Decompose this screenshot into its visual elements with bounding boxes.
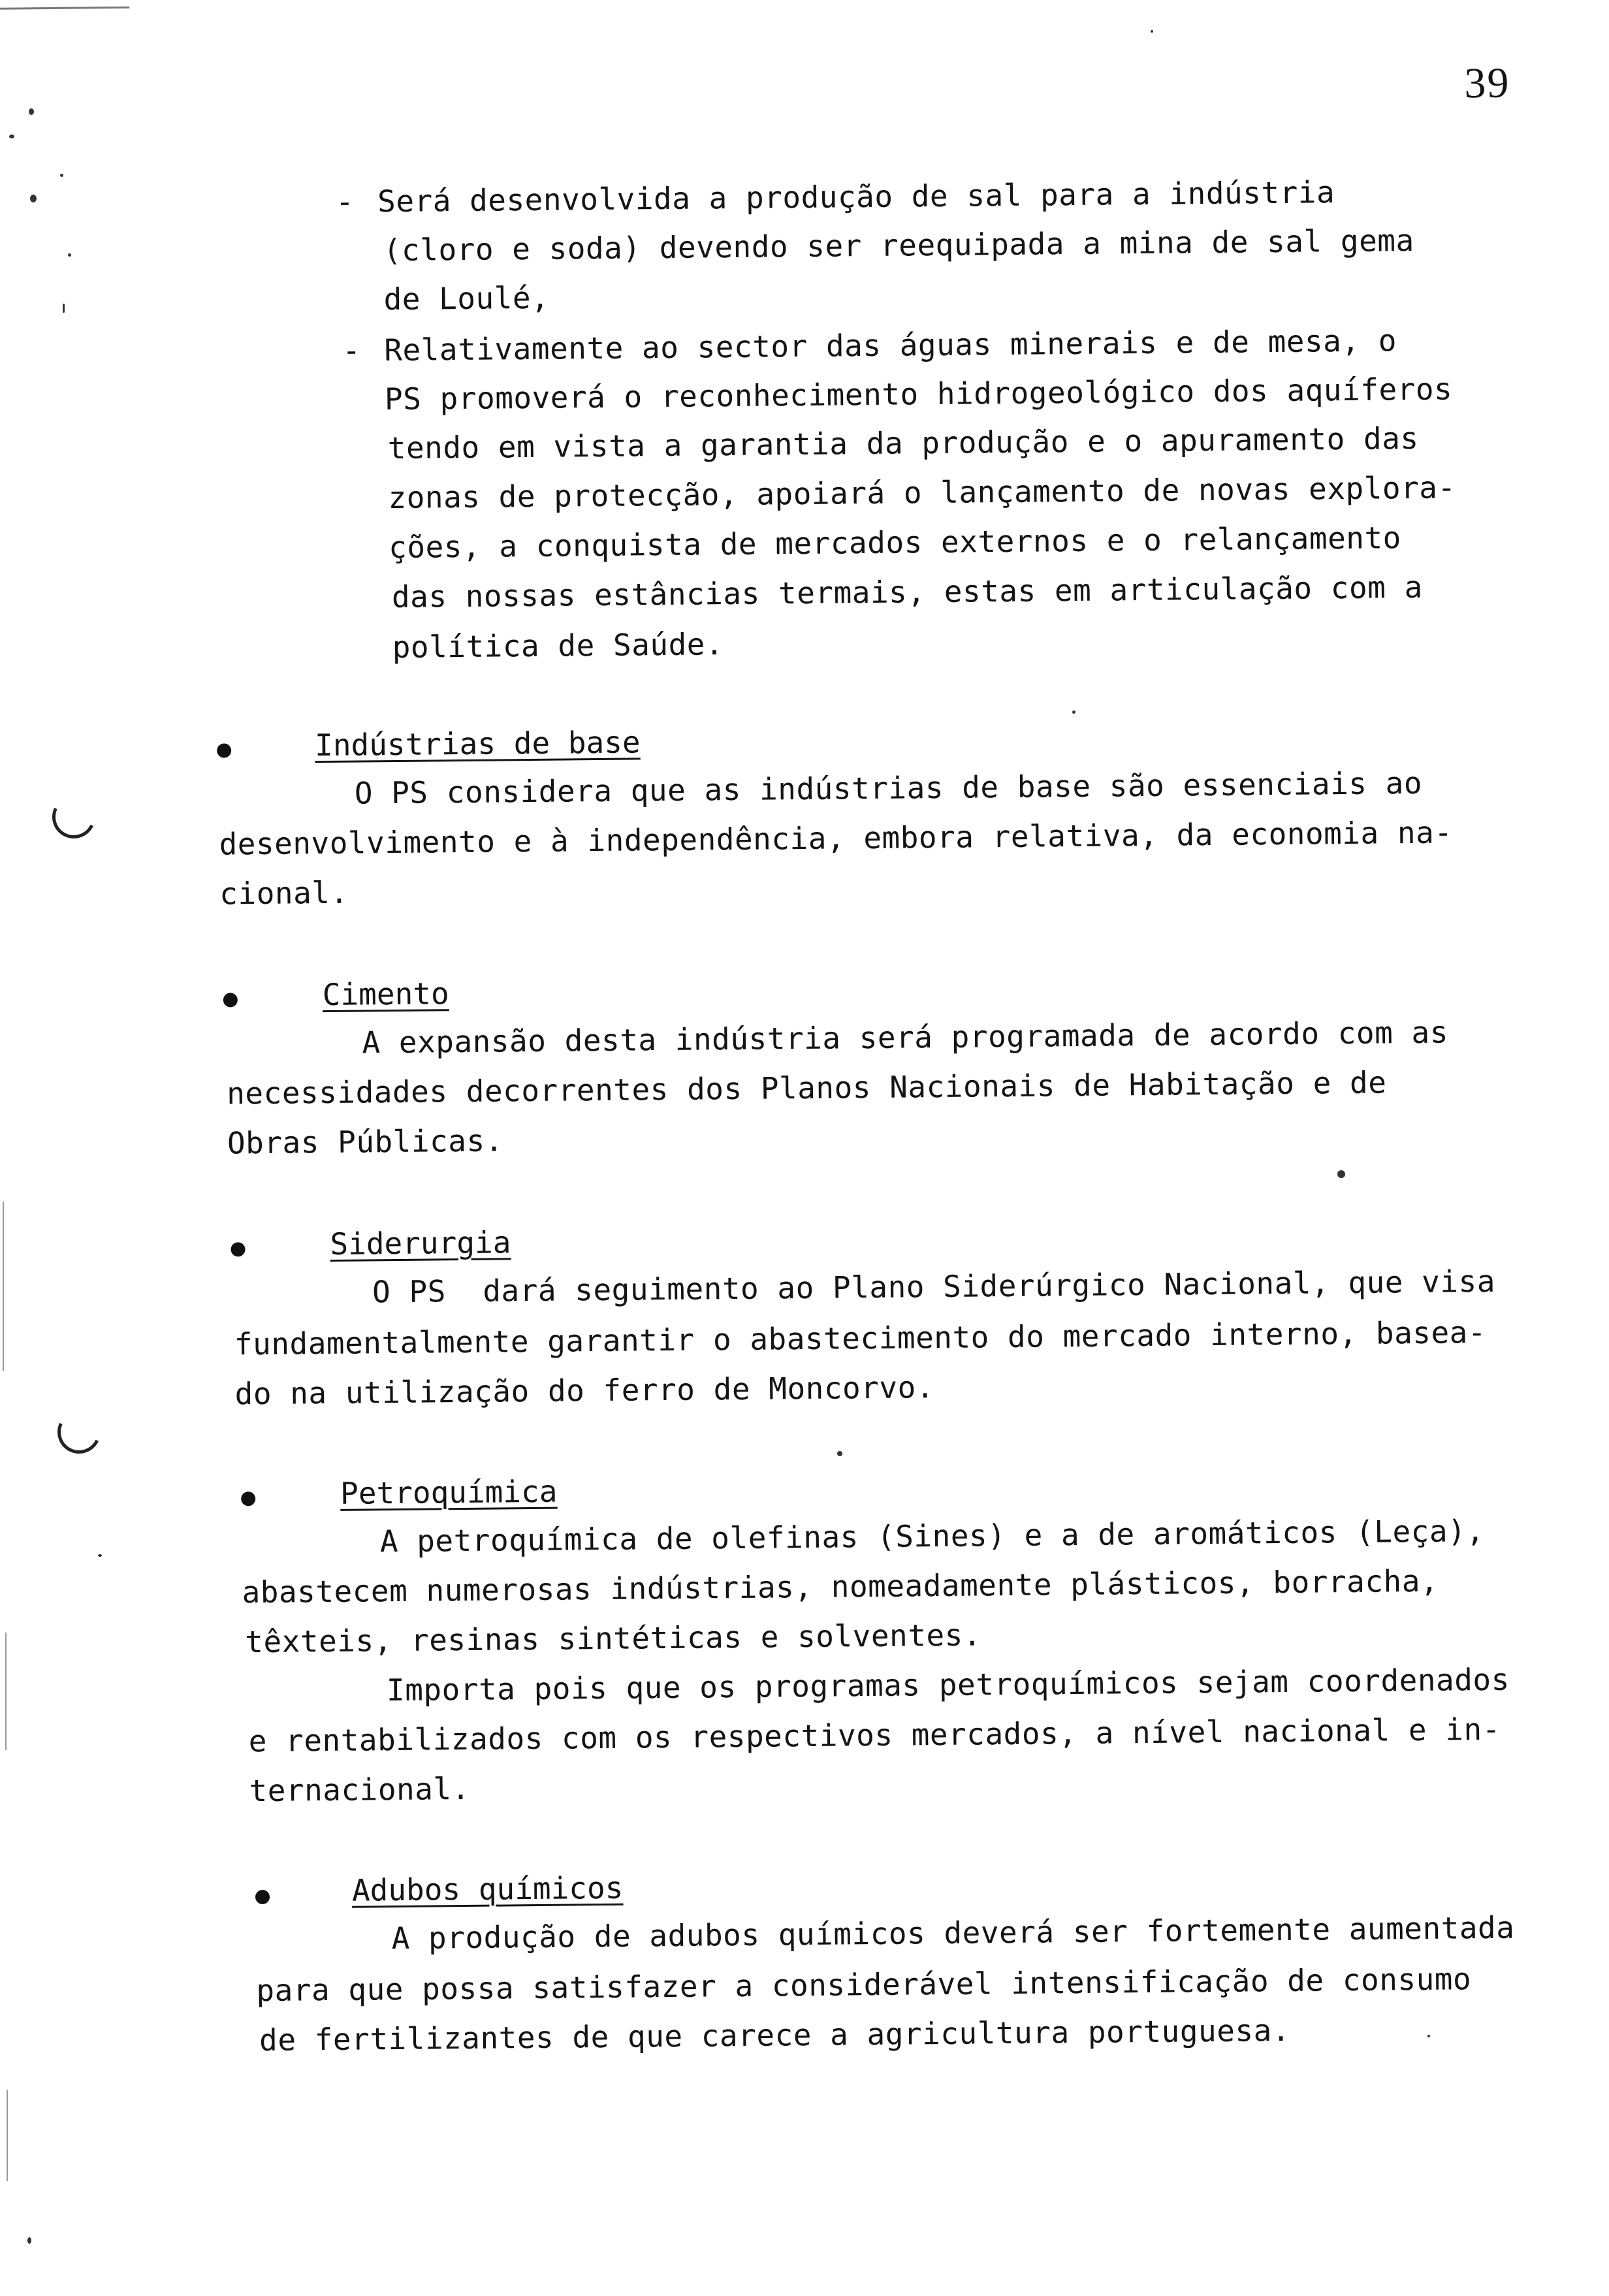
body-line: de Loulé, [383, 279, 550, 317]
page-number: 39 [1464, 59, 1510, 108]
body-line: política de Saúde. [392, 626, 724, 665]
scan-speck [27, 2237, 31, 2244]
section-bullet [223, 993, 238, 1007]
body-line: têxteis, resinas sintéticas e solventes. [245, 1617, 982, 1660]
body-line: Importa pois que os programas petroquímicos sejam coordenados [386, 1661, 1510, 1708]
body-line: tendo em vista a garantia da produção e o apuramento das [387, 420, 1419, 466]
body-line: fundamentalmente garantir o abastecimento do mercado interno, basea- [234, 1314, 1487, 1362]
body-line: Obras Públicas. [227, 1123, 504, 1161]
body-line: ções, a conquista de mercados externos e o relançamento [388, 520, 1402, 566]
scan-speck [63, 304, 65, 313]
scan-speck [1151, 30, 1153, 33]
body-line: A expansão desta indústria será programada de acordo com as [362, 1014, 1449, 1060]
body-line: para que possa satisfazer a considerável intensificação de consumo [256, 1961, 1472, 2009]
body-line: do na utilização do ferro de Moncorvo. [234, 1369, 935, 1412]
body-line: Relativamente ao sector das águas minerais e de mesa, o [384, 323, 1397, 368]
body-line: zonas de protecção, apoiará o lançamento de novas explora- [388, 470, 1456, 516]
scan-speck [29, 108, 34, 115]
section-bullet [255, 1890, 270, 1904]
scan-speck [98, 1554, 102, 1557]
section-bullet [217, 743, 231, 757]
section-heading: Cimento [322, 976, 449, 1013]
body-line: cional. [219, 874, 349, 912]
item-dash: - [342, 332, 361, 368]
body-line: das nossas estâncias termais, estas em articulação com a [391, 569, 1424, 615]
body-line: desenvolvimento e à independência, embora relativa, da economia na- [219, 814, 1453, 862]
section-heading: Indústrias de base [314, 724, 641, 763]
section-heading: Siderurgia [330, 1224, 511, 1262]
scan-speck [9, 135, 14, 138]
body-line: (cloro e soda) devendo ser reequipada a mina de sal gema [383, 222, 1414, 268]
body-line: e rentabilizados com os respectivos mercados, a nível nacional e in- [248, 1711, 1501, 1759]
body-line: O PS dará seguimento ao Plano Siderúrgico Nacional, que visa [372, 1263, 1496, 1310]
section-heading: Adubos químicos [351, 1870, 624, 1908]
body-line: A petroquímica de olefinas (Sines) e a de aromáticos (Leça), [379, 1513, 1485, 1559]
scan-speck [30, 195, 37, 202]
body-line: de fertilizantes de que carece a agricultura portuguesa. [259, 2012, 1291, 2058]
body-line: A produção de adubos químicos deverá ser fortemente aumentada [391, 1909, 1515, 1956]
body-line: PS promoverá o reconhecimento hidrogeológico dos aquíferos [384, 371, 1453, 417]
scan-speck [60, 174, 63, 177]
item-dash: - [335, 183, 355, 219]
scan-speck [68, 253, 71, 257]
scan-speck [837, 1451, 842, 1456]
scan-edge [3, 1202, 4, 1371]
top-rule [0, 7, 129, 10]
body-line: abastecem numerosas indústrias, nomeadamente plásticos, borracha, [242, 1563, 1439, 1610]
body-line: Será desenvolvida a produção de sal para a indústria [377, 174, 1335, 219]
scan-edge [5, 1633, 7, 1750]
scan-speck [1337, 1170, 1345, 1178]
body-line: ternacional. [249, 1770, 471, 1809]
section-bullet [231, 1242, 245, 1256]
section-bullet [241, 1491, 255, 1506]
scan-edge [7, 2090, 8, 2181]
body-line: necessidades decorrentes dos Planos Nacionais de Habitação e de [226, 1064, 1387, 1111]
scan-speck [1427, 2035, 1430, 2037]
section-heading: Petroquímica [340, 1473, 558, 1511]
body-line: O PS considera que as indústrias de base são essenciais ao [354, 765, 1423, 811]
scan-speck [1072, 710, 1075, 714]
